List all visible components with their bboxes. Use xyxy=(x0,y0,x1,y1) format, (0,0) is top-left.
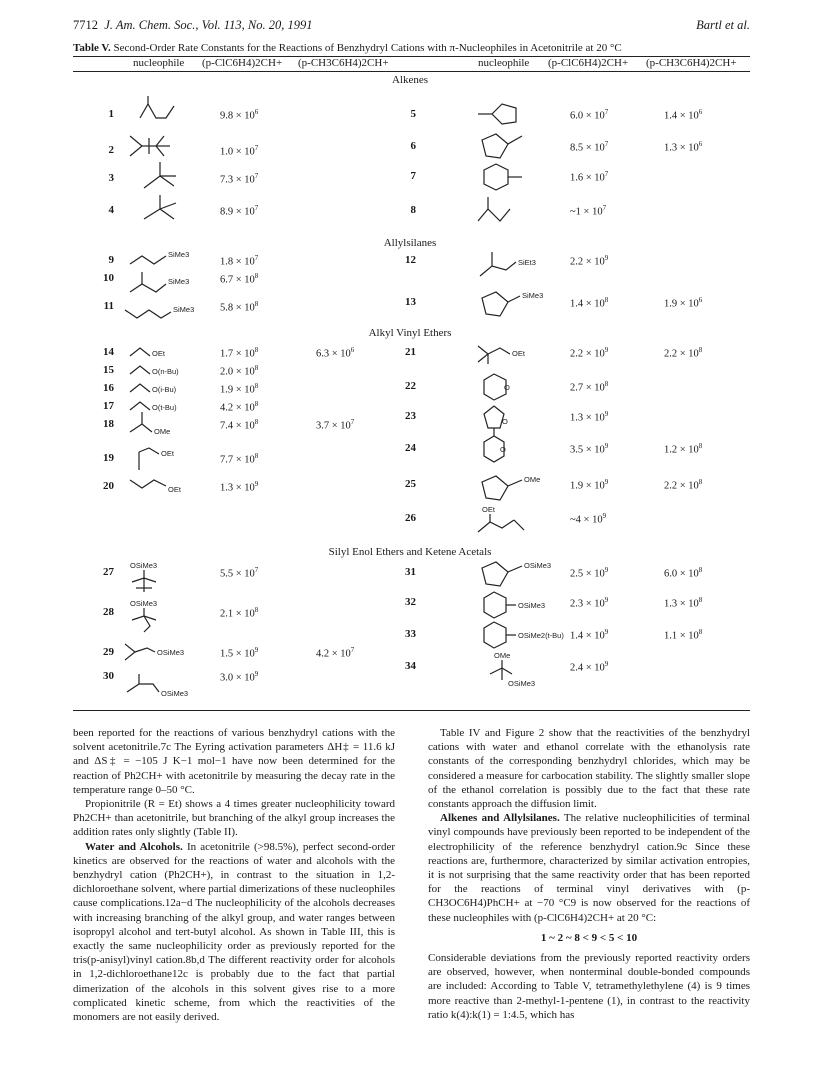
rate-chloro: $6.7 \times 10^8$ xyxy=(220,272,259,286)
compound-number: 11 xyxy=(103,300,114,312)
rate-chloro: $7.4 \times 10^8$ xyxy=(220,418,259,432)
rate-chloro: $8.9 \times 10^7$ xyxy=(220,204,259,218)
rate-chloro: $2.3 \times 10^9$ xyxy=(570,596,609,610)
compound-number: 6 xyxy=(410,140,416,152)
rate-chloro: $1.5 \times 10^9$ xyxy=(220,646,259,660)
compound-number: 16 xyxy=(103,382,114,394)
svg-text:O: O xyxy=(500,445,506,454)
compound-number: 13 xyxy=(405,296,416,308)
svg-text:OSiMe3: OSiMe3 xyxy=(508,679,536,688)
structure-19 xyxy=(135,446,195,477)
subheading-water: Water and Alcohols. xyxy=(85,840,183,853)
paragraph: Table IV and Figure 2 show that the reactivities of the benzhydryl cations with water and ethanol correlate with the ethanolysis rate constants of the corresponding benzhydryl chlorides, which may be considered a measure for carbocation stability. The slightly smaller slope of the ethanol correlation is possibly due to the fact that these rate constants approach the diffusion limit. xyxy=(428,727,750,811)
paragraph-alkenes: Alkenes and Allylsilanes. The relative nucleophilicities of terminal vinyl compounds have previously been reported to be independent of the electrophilicity of the reference benzhydryl cation.9c Since these reactions are, furthermore, characterized by similar activation entropies, it is not surprising that the same reactivity order that has been reported for the reactions of terminal vinyl derivatives with (p-CH3OC6H4)PhCH+ at −70 °C9 is now observed for the reactions of these nucleophiles with (p-ClC6H4)2CH+ at 20 °C: xyxy=(428,812,750,924)
rate-chloro: ~4 × $10^9$ xyxy=(570,512,607,526)
body-left-column xyxy=(73,726,395,1024)
rate-chloro: $3.0 \times 10^9$ xyxy=(220,670,259,684)
rate-chloro: $8.5 \times 10^7$ xyxy=(570,140,609,154)
svg-text:OEt: OEt xyxy=(152,349,165,358)
structure-20 xyxy=(130,474,200,499)
compound-number: 25 xyxy=(405,478,416,490)
structure-26 xyxy=(478,504,548,539)
table-title: Second-Order Rate Constants for the Reactions of Benzhydryl Cations with π-Nucleophiles in Acetonitrile at 20 °C xyxy=(113,42,622,54)
structure-18 xyxy=(130,412,190,443)
rate-chloro: $1.6 \times 10^7$ xyxy=(570,170,609,184)
compound-number: 1 xyxy=(108,108,114,120)
svg-text:OSiMe3: OSiMe3 xyxy=(130,561,158,570)
paragraph-water: Water and Alcohols. In acetonitrile (>98.5%), perfect second-order kinetics are observed for the reactions of water and alcohols with the benzhydryl cation (Ph2CH+), in contrast to the situation in 1,2-dichloroethane solvent, where partial dimerizations of these nucleophiles cause complications.12a−d The nucleophilicity of the alcohols decreases with increasing branching of the alkyl group, and water ranges between isopropyl alcohol and tert-butyl alcohol. As shown in Table III, this is exactly the same nucleophilicity order as previously reported for the tris(p-anisyl)vinyl cation.8b,d The different reactivity order for alcohols in 1,2-dichloroethane12c is probably due to the fact that partial dimerization of the alcohols in this solvent gives rise to a more complicated kinetic scheme, from which the reactivities of the monomers are not easily derived. xyxy=(73,840,395,1024)
journal-citation: J. Am. Chem. Soc., Vol. 113, No. 20, 1991 xyxy=(104,18,313,32)
compound-number: 31 xyxy=(405,566,416,578)
header-left xyxy=(73,18,312,33)
rate-chloro: $1.3 \times 10^9$ xyxy=(220,480,259,494)
structure-24 xyxy=(478,432,518,475)
compound-number: 2 xyxy=(108,144,114,156)
paragraph: been reported for the reactions of various benzhydryl cations with the solvent acetonitrile.7c The Eyring activation parameters ΔH‡ = 11.6 kJ and ΔS‡ = −105 J K−1 mol−1 have now been determined for the reaction of Ph2CH+ with acetonitrile by measuring the decay rate in the temperature range 0–50 °C. xyxy=(73,727,395,796)
rate-chloro: $5.5 \times 10^7$ xyxy=(220,566,259,580)
svg-text:OMe: OMe xyxy=(154,427,171,436)
table-label: Table V. xyxy=(73,42,111,54)
compound-number: 21 xyxy=(405,346,416,358)
compound-number: 7 xyxy=(410,170,416,182)
compound-number: 4 xyxy=(108,204,114,216)
structure-4 xyxy=(140,195,190,234)
compound-number: 32 xyxy=(405,596,416,608)
structure-21 xyxy=(478,340,548,371)
compound-number: 12 xyxy=(405,254,416,266)
table-bottom-rule xyxy=(73,710,750,711)
svg-text:OMe: OMe xyxy=(494,651,511,660)
col-nucleophile-left: nucleophile xyxy=(133,57,185,69)
rate-methyl: $2.2 \times 10^8$ xyxy=(664,478,703,492)
rate-chloro: $1.3 \times 10^9$ xyxy=(570,410,609,424)
structure-28 xyxy=(130,598,210,639)
compound-number: 8 xyxy=(410,204,416,216)
rate-methyl: $1.4 \times 10^6$ xyxy=(664,108,703,122)
compound-number: 19 xyxy=(103,452,114,464)
svg-text:O(t-Bu): O(t-Bu) xyxy=(152,403,177,412)
structure-30 xyxy=(125,670,215,705)
compound-number: 5 xyxy=(410,108,416,120)
compound-number: 29 xyxy=(103,646,114,658)
rate-chloro: $1.9 \times 10^9$ xyxy=(570,478,609,492)
compound-number: 17 xyxy=(103,400,114,412)
header-bottom-rule xyxy=(73,71,750,72)
rate-chloro: $5.8 \times 10^8$ xyxy=(220,300,259,314)
svg-text:OEt: OEt xyxy=(482,505,495,514)
compound-number: 15 xyxy=(103,364,114,376)
structure-29 xyxy=(125,640,215,671)
body-right-column xyxy=(428,726,750,1022)
rate-chloro: $1.0 \times 10^7$ xyxy=(220,144,259,158)
compound-number: 18 xyxy=(103,418,114,430)
rate-chloro: $7.7 \times 10^8$ xyxy=(220,452,259,466)
rate-methyl: $6.0 \times 10^8$ xyxy=(664,566,703,580)
svg-text:SiMe3: SiMe3 xyxy=(522,291,544,300)
compound-number: 28 xyxy=(103,606,114,618)
svg-text:OSiMe3: OSiMe3 xyxy=(130,599,158,608)
rate-methyl: $1.1 \times 10^8$ xyxy=(664,628,703,642)
rate-methyl: $1.3 \times 10^8$ xyxy=(664,596,703,610)
col-chloro-right: (p-ClC6H4)2CH+ xyxy=(548,57,629,69)
section-silyl: Silyl Enol Ethers and Ketene Acetals xyxy=(328,546,492,558)
rate-chloro: $2.2 \times 10^9$ xyxy=(570,346,609,360)
rate-chloro: ~1 × $10^7$ xyxy=(570,204,607,218)
compound-number: 26 xyxy=(405,512,416,524)
structure-27 xyxy=(130,560,210,601)
col-methyl-left: (p-CH3C6H4)2CH+ xyxy=(298,57,389,69)
reactivity-order: 1 ~ 2 ~ 8 < 9 < 5 < 10 xyxy=(540,931,638,944)
structure-8 xyxy=(478,195,538,234)
rate-methyl: $3.7 \times 10^7$ xyxy=(316,418,355,432)
rate-methyl: $1.9 \times 10^6$ xyxy=(664,296,703,310)
section-alkenes: Alkenes xyxy=(391,74,429,86)
compound-number: 33 xyxy=(405,628,416,640)
rate-chloro: $7.3 \times 10^7$ xyxy=(220,172,259,186)
table-caption xyxy=(73,42,750,54)
page-number: 7712 xyxy=(73,18,98,32)
structure-13 xyxy=(478,286,558,325)
rate-chloro: $2.0 \times 10^8$ xyxy=(220,364,259,378)
header-authors: Bartl et al. xyxy=(696,18,750,32)
svg-text:O: O xyxy=(504,383,510,392)
rate-methyl: $1.3 \times 10^6$ xyxy=(664,140,703,154)
rate-chloro: $9.8 \times 10^6$ xyxy=(220,108,259,122)
rate-chloro: $2.5 \times 10^9$ xyxy=(570,566,609,580)
compound-number: 14 xyxy=(103,346,114,358)
rate-chloro: $2.2 \times 10^9$ xyxy=(570,254,609,268)
rate-chloro: $1.8 \times 10^7$ xyxy=(220,254,259,268)
rate-chloro: $2.7 \times 10^8$ xyxy=(570,380,609,394)
compound-number: 23 xyxy=(405,410,416,422)
svg-text:O(i-Bu): O(i-Bu) xyxy=(152,385,177,394)
paragraph: Propionitrile (R = Et) shows a 4 times greater nucleophilicity toward Ph2CH+ than acetonitrile, but branching of the alkyl group increases the addition rates only slightly (Table II). xyxy=(73,798,395,839)
svg-text:O(n-Bu): O(n-Bu) xyxy=(152,367,179,376)
rate-chloro: $1.9 \times 10^8$ xyxy=(220,382,259,396)
svg-text:OMe: OMe xyxy=(524,475,541,484)
compound-number: 20 xyxy=(103,480,114,492)
svg-text:OEt: OEt xyxy=(161,449,174,458)
compound-number: 10 xyxy=(103,272,114,284)
rate-methyl: $2.2 \times 10^8$ xyxy=(664,346,703,360)
compound-number: 27 xyxy=(103,566,114,578)
col-chloro-left: (p-ClC6H4)2CH+ xyxy=(202,57,283,69)
svg-text:SiMe3: SiMe3 xyxy=(168,250,190,259)
rate-chloro: $3.5 \times 10^9$ xyxy=(570,442,609,456)
svg-text:OEt: OEt xyxy=(168,485,181,494)
compound-number: 22 xyxy=(405,380,416,392)
col-nucleophile-right: nucleophile xyxy=(478,57,530,69)
rate-chloro: $1.4 \times 10^8$ xyxy=(570,296,609,310)
structure-34 xyxy=(478,650,568,699)
rate-methyl: $1.2 \times 10^8$ xyxy=(664,442,703,456)
compound-number: 24 xyxy=(405,442,416,454)
compound-number: 3 xyxy=(108,172,114,184)
rate-chloro: $4.2 \times 10^8$ xyxy=(220,400,259,414)
svg-text:SiMe3: SiMe3 xyxy=(168,277,190,286)
section-allylsilanes: Allylsilanes xyxy=(383,237,437,249)
running-header xyxy=(73,18,750,38)
rate-methyl: $4.2 \times 10^7$ xyxy=(316,646,355,660)
compound-number: 30 xyxy=(103,670,114,682)
svg-text:OSiMe2(t-Bu): OSiMe2(t-Bu) xyxy=(518,631,564,640)
col-methyl-right: (p-CH3C6H4)2CH+ xyxy=(646,57,737,69)
rate-chloro: $1.7 \times 10^8$ xyxy=(220,346,259,360)
rate-chloro: $2.4 \times 10^9$ xyxy=(570,660,609,674)
compound-number: 9 xyxy=(108,254,114,266)
rate-chloro: $6.0 \times 10^7$ xyxy=(570,108,609,122)
rate-chloro: $2.1 \times 10^8$ xyxy=(220,606,259,620)
compound-number: 34 xyxy=(405,660,416,672)
subheading-alkenes: Alkenes and Allylsilanes. xyxy=(440,812,560,825)
paragraph: Considerable deviations from the previously reported reactivity orders are observed, however, when nonterminal double-bonded compounds are included: According to Table V, tetramethylethylene (4) is 9 times more reactive than 2-methyl-1-pentene (1), in contrast to the reactivity ratio k(4):k(1) = 1:4.5, which has xyxy=(428,952,750,1021)
svg-text:OEt: OEt xyxy=(512,349,525,358)
svg-text:OSiMe3: OSiMe3 xyxy=(524,561,552,570)
svg-text:SiMe3: SiMe3 xyxy=(173,305,195,314)
section-ethers: Alkyl Vinyl Ethers xyxy=(368,327,452,339)
rate-chloro: $1.4 \times 10^9$ xyxy=(570,628,609,642)
svg-text:SiEt3: SiEt3 xyxy=(518,258,536,267)
svg-text:OSiMe3: OSiMe3 xyxy=(157,648,185,657)
svg-text:O: O xyxy=(502,417,508,426)
structure-1 xyxy=(140,96,200,131)
svg-text:OSiMe3: OSiMe3 xyxy=(518,601,546,610)
rate-methyl: $6.3 \times 10^6$ xyxy=(316,346,355,360)
structure-11 xyxy=(125,298,205,333)
svg-text:OSiMe3: OSiMe3 xyxy=(161,689,189,698)
